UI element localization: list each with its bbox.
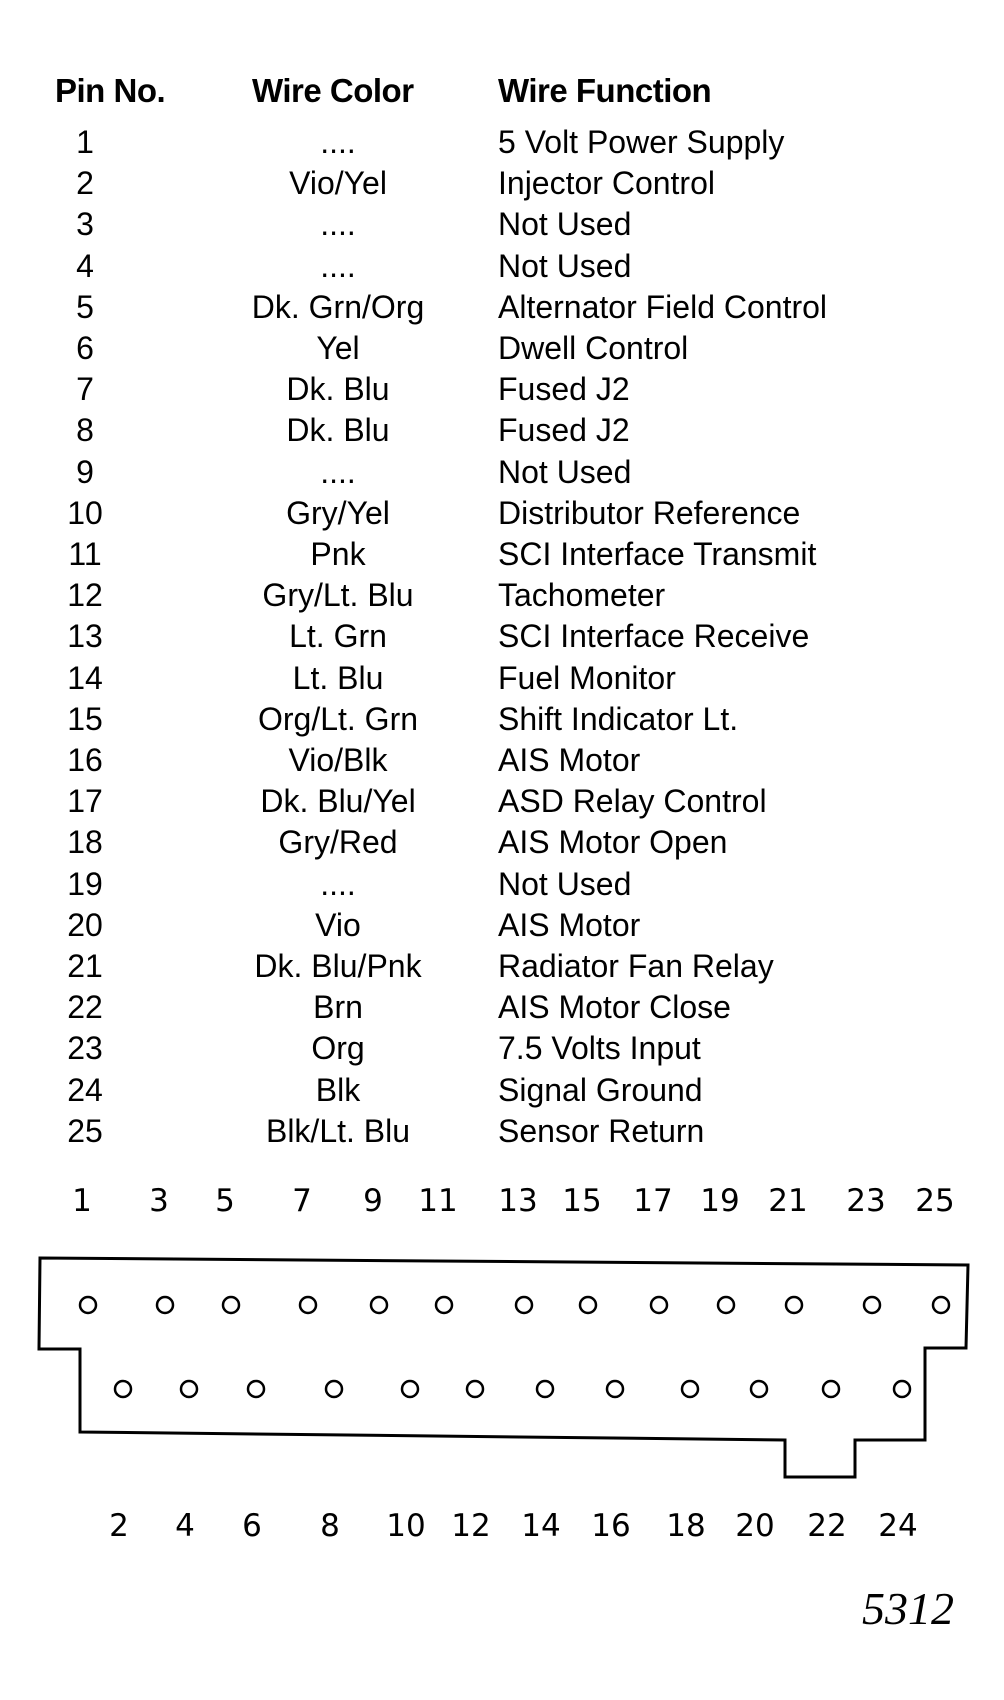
pin-hole (894, 1381, 910, 1397)
wire-function: SCI Interface Transmit (498, 536, 817, 572)
pin-hole (371, 1297, 387, 1313)
bottom-pin-label: 16 (591, 1508, 631, 1544)
top-pin-label: 5 (215, 1183, 235, 1219)
pin-number: 6 (76, 330, 94, 366)
top-pin-label: 19 (700, 1183, 740, 1219)
pin-number: 19 (67, 865, 103, 902)
pin-hole (300, 1297, 316, 1313)
wire-function: Radiator Fan Relay (498, 948, 774, 984)
wire-color: Dk. Blu (286, 371, 390, 408)
pin-number: 1 (76, 124, 94, 160)
top-pin-label: 17 (633, 1183, 673, 1219)
wire-function: AIS Motor (498, 742, 641, 778)
header-pin-no: Pin No. (55, 72, 166, 109)
top-pin-label: 15 (562, 1183, 602, 1219)
bottom-pin-label: 2 (109, 1508, 129, 1544)
pin-number: 23 (67, 1030, 103, 1067)
pin-hole (516, 1297, 532, 1313)
wire-color: Dk. Blu/Yel (260, 783, 416, 820)
pin-hole (786, 1297, 802, 1313)
pin-number: 7 (76, 371, 94, 408)
pin-number: 2 (76, 165, 94, 202)
wire-color: Vio (315, 906, 361, 943)
pin-hole (326, 1381, 342, 1397)
wire-color: .... (320, 247, 356, 284)
wire-function: 5 Volt Power Supply (498, 124, 785, 160)
top-pin-label: 3 (149, 1183, 169, 1219)
top-pin-label: 7 (292, 1183, 312, 1219)
wire-function: AIS Motor (498, 906, 641, 943)
pin-number: 21 (67, 948, 103, 984)
wire-function: Dwell Control (498, 330, 689, 366)
pin-number: 10 (67, 494, 103, 531)
top-pin-label: 13 (498, 1183, 538, 1219)
wire-color: Vio/Blk (288, 742, 388, 778)
pin-hole (864, 1297, 880, 1313)
wire-color: .... (320, 124, 356, 160)
wire-function: 7.5 Volts Input (498, 1030, 701, 1067)
connector-outline (39, 1258, 968, 1477)
wire-function: Injector Control (498, 165, 715, 202)
pin-number: 20 (67, 906, 103, 943)
wire-function: Tachometer (498, 577, 666, 614)
wire-color: Vio/Yel (289, 165, 387, 202)
pin-number: 8 (76, 412, 94, 449)
wire-function: AIS Motor Close (498, 989, 731, 1026)
pin-hole (157, 1297, 173, 1313)
wire-function: Alternator Field Control (498, 288, 828, 325)
pin-number: 4 (76, 247, 94, 284)
pin-number: 25 (67, 1112, 103, 1149)
bottom-pin-label: 10 (386, 1508, 426, 1544)
wire-function: Signal Ground (498, 1071, 703, 1108)
header-wire-color: Wire Color (252, 72, 414, 109)
top-pin-label: 23 (846, 1183, 886, 1219)
wire-color: Lt. Grn (289, 618, 387, 655)
bottom-hole-row (115, 1381, 910, 1397)
pin-number: 13 (67, 618, 103, 655)
pin-number: 17 (67, 783, 103, 820)
wire-function: Fuel Monitor (498, 659, 676, 696)
pin-hole (80, 1297, 96, 1313)
top-pin-label: 25 (915, 1183, 955, 1219)
wire-function: Not Used (498, 865, 632, 902)
pin-hole (436, 1297, 452, 1313)
pin-hole (682, 1381, 698, 1397)
pin-hole (580, 1297, 596, 1313)
wire-function: Fused J2 (498, 371, 630, 408)
pin-hole (751, 1381, 767, 1397)
wire-color: Brn (313, 989, 363, 1026)
pin-number: 16 (67, 742, 103, 778)
figure-number: 5312 (862, 1583, 954, 1634)
wire-function: SCI Interface Receive (498, 618, 810, 655)
pin-number: 14 (67, 659, 103, 696)
wire-function: AIS Motor Open (498, 824, 728, 861)
wire-color: Blk/Lt. Blu (265, 1112, 411, 1149)
top-hole-row (80, 1297, 949, 1313)
wire-color: Gry/Lt. Blu (262, 577, 414, 614)
wire-function: Sensor Return (498, 1112, 705, 1149)
wire-function: Fused J2 (498, 412, 630, 449)
wire-color: Yel (316, 330, 360, 366)
wire-color: .... (320, 453, 356, 490)
pin-number: 24 (67, 1071, 103, 1108)
wire-color: .... (320, 206, 356, 243)
wire-function: Not Used (498, 247, 632, 284)
pin-number: 22 (67, 989, 103, 1026)
wire-color: Dk. Blu (286, 412, 390, 449)
pin-hole (402, 1381, 418, 1397)
wire-function: Not Used (498, 453, 632, 490)
header-wire-function: Wire Function (498, 72, 712, 109)
pin-hole (933, 1297, 949, 1313)
pin-hole (537, 1381, 553, 1397)
top-pin-label: 1 (72, 1183, 92, 1219)
pin-number: 18 (67, 824, 103, 861)
pin-hole (823, 1381, 839, 1397)
bottom-pin-label: 12 (451, 1508, 491, 1544)
pin-number: 15 (67, 700, 103, 737)
bottom-pin-label: 18 (666, 1508, 706, 1544)
pin-number: 11 (68, 536, 102, 572)
wire-function: Not Used (498, 206, 632, 243)
bottom-pin-label: 22 (807, 1508, 847, 1544)
wire-function: Distributor Reference (498, 494, 801, 531)
bottom-pin-label: 8 (320, 1508, 340, 1544)
wire-color: .... (320, 865, 356, 902)
wire-color: Dk. Grn/Org (251, 288, 425, 325)
pin-hole (181, 1381, 197, 1397)
pin-number: 5 (76, 288, 94, 325)
bottom-pin-label: 6 (242, 1508, 262, 1544)
bottom-pin-label: 24 (878, 1508, 918, 1544)
wire-color: Blk (315, 1071, 361, 1108)
wire-function: ASD Relay Control (498, 783, 767, 820)
pin-hole (248, 1381, 264, 1397)
top-pin-label: 11 (418, 1183, 458, 1219)
top-pin-label: 21 (768, 1183, 808, 1219)
bottom-pin-label: 4 (175, 1508, 195, 1544)
wire-color: Pnk (310, 536, 366, 572)
pin-hole (651, 1297, 667, 1313)
wire-color: Gry/Red (278, 824, 398, 861)
wire-color: Org/Lt. Grn (257, 700, 419, 737)
wire-color: Lt. Blu (292, 659, 384, 696)
pin-number: 9 (76, 453, 94, 490)
wire-color: Gry/Yel (286, 494, 390, 531)
pin-hole (607, 1381, 623, 1397)
bottom-pin-label: 14 (521, 1508, 561, 1544)
pin-hole (115, 1381, 131, 1397)
pin-number: 3 (76, 206, 94, 243)
top-pin-label: 9 (363, 1183, 383, 1219)
pin-hole (223, 1297, 239, 1313)
pin-hole (467, 1381, 483, 1397)
pin-number: 12 (67, 577, 103, 614)
wire-function: Shift Indicator Lt. (498, 700, 739, 737)
pin-hole (718, 1297, 734, 1313)
wire-color: Org (311, 1030, 365, 1067)
wire-color: Dk. Blu/Pnk (254, 948, 422, 984)
bottom-pin-label: 20 (735, 1508, 775, 1544)
